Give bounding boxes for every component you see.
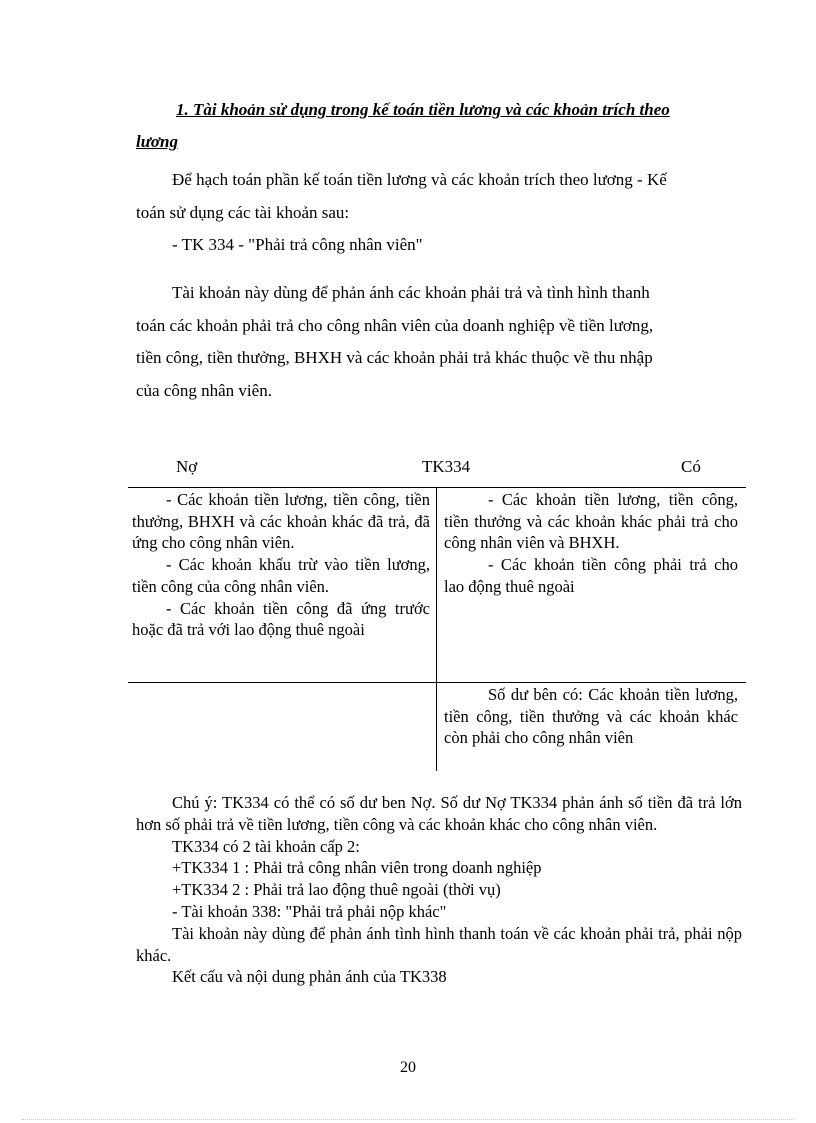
tk334-desc-line-1: Tài khoản này dùng để phản ánh các khoản phải trả và tình hình thanh: [172, 283, 650, 302]
heading-line-1: 1. Tài khoản sử dụng trong kế toán tiền lương và các khoản trích theo: [176, 100, 670, 119]
t-account-debit-label: Nợ: [176, 457, 198, 476]
tk334-desc-line-4: của công nhân viên.: [136, 380, 272, 400]
heading-line-2: lương: [136, 132, 178, 151]
tk338-structure: Kết cấu và nội dung phản ánh của TK338: [172, 967, 447, 987]
t-account-table: [128, 487, 746, 771]
tk334-desc-line-3: tiền công, tiền thưởng, BHXH và các khoản phải trả khác thuộc về thu nhập: [136, 348, 653, 367]
intro-line-2: toán sử dụng các tài khoản sau:: [136, 202, 350, 222]
t-account-divider: [436, 487, 437, 771]
credit-item-1: - Các khoản tiền lương, tiền công, tiền thưởng và các khoản khác phải trả cho công nhân viên và BHXH.: [444, 490, 738, 553]
tk334-title: [136, 229, 742, 262]
section-heading: [136, 94, 744, 158]
sub-account-2: +TK334 2 : Phải trả lao động thuê ngoài (thời vụ): [172, 880, 501, 900]
intro-paragraph: [136, 164, 742, 229]
intro-line-1: Để hạch toán phần kế toán tiền lương và các khoản trích theo lương - Kế: [172, 170, 667, 189]
debit-item-2: - Các khoản khấu trừ vào tiền lương, tiền công của công nhân viên.: [132, 555, 430, 596]
t-account-top-rule: [128, 487, 746, 488]
tk338-title: - Tài khoản 338: "Phải trả phải nộp khác": [172, 901, 447, 921]
debit-item-1: - Các khoản tiền lương, tiền công, tiền thưởng, BHXH và các khoản khác đã trả, đã ứng cho công nhân viên.: [132, 490, 430, 553]
credit-item-2: - Các khoản tiền công phải trả cho lao động thuê ngoài: [444, 555, 738, 596]
debit-side: [132, 489, 430, 641]
credit-balance: [444, 684, 738, 749]
page-number: 20: [400, 1059, 416, 1076]
credit-side: [444, 489, 738, 598]
page-bottom-border: [22, 1119, 794, 1120]
tk334-description: [136, 277, 742, 407]
debit-item-3: - Các khoản tiền công đã ứng trước hoặc đã trả với lao động thuê ngoài: [132, 598, 430, 640]
t-account-credit-label: Có: [681, 457, 701, 476]
sub-account-1: +TK334 1 : Phải trả công nhân viên trong doanh nghiệp: [172, 858, 542, 878]
note-paragraph: Chú ý: TK334 có thể có số dư ben Nợ. Số dư Nợ TK334 phản ánh số tiền đã trả lớn hơn số phải trả về tiền lương, tiền công và các khoản khác cho công nhân viên.: [136, 793, 742, 834]
tk334-desc-line-2: toán các khoản phải trả cho công nhân viên của doanh nghiệp về tiền lương,: [136, 315, 654, 335]
tk334-title-text: - TK 334 - "Phải trả công nhân viên": [172, 235, 423, 254]
t-account-name: TK334: [422, 457, 471, 476]
credit-balance-text: Số dư bên có: Các khoản tiền lương, tiền công, tiền thưởng và các khoản khác còn phải cho công nhân viên: [444, 685, 738, 748]
sub-accounts-intro: TK334 có 2 tài khoản cấp 2:: [172, 836, 360, 856]
notes-section: [136, 792, 742, 988]
tk338-description: Tài khoản này dùng để phản ánh tình hình thanh toán về các khoản phải trả, phải nộp khác.: [136, 923, 742, 965]
t-account-balance-rule: [128, 682, 746, 683]
